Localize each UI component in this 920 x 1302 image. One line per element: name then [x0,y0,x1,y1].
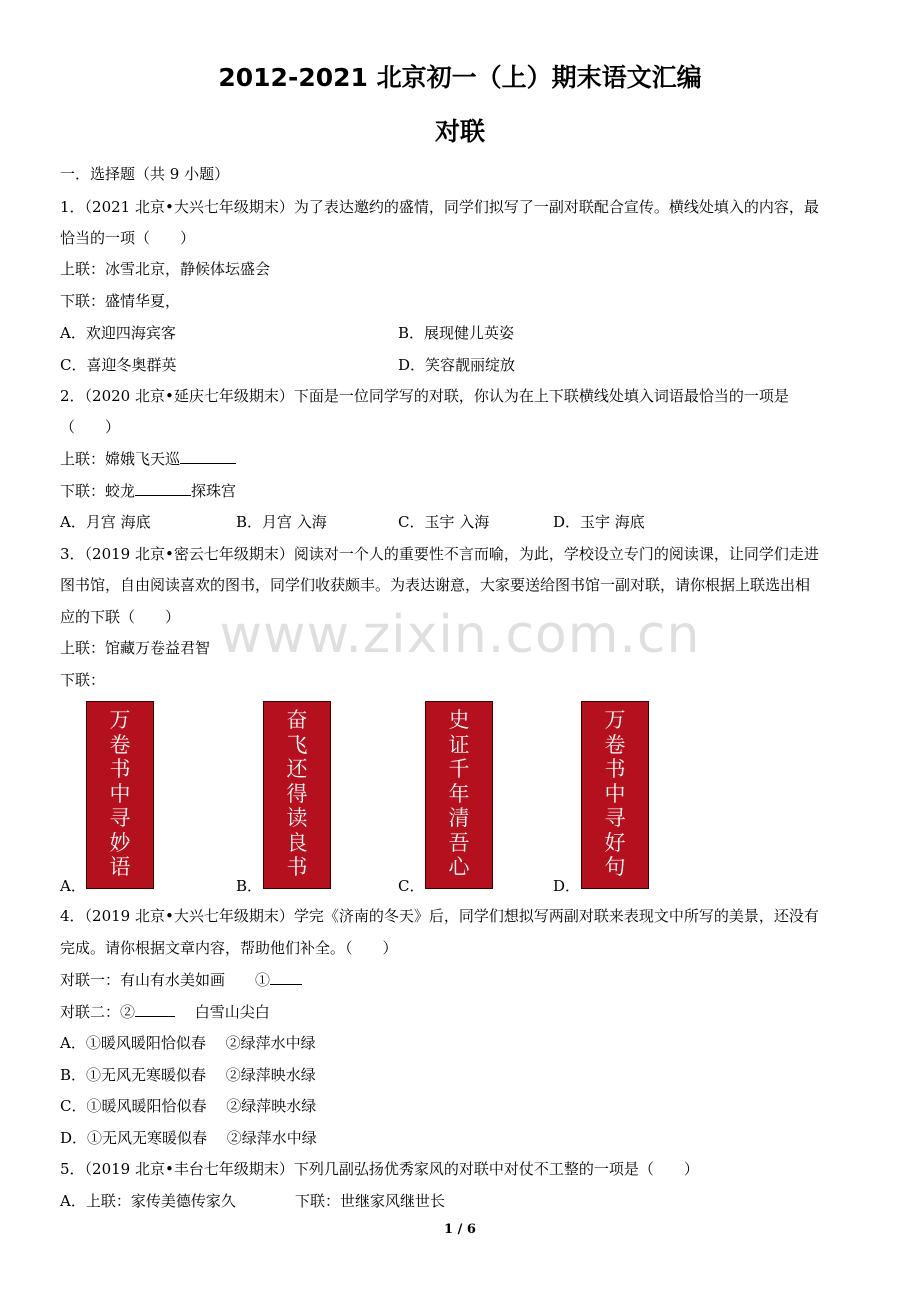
scroll-char: 清 [448,806,470,830]
scroll-char: 万 [604,708,626,732]
question-2-lower [60,481,872,501]
question-1-option-a: A．欢迎四海宾客 [60,324,176,342]
question-3-text: 3．（2019 北京•密云七年级期末）阅读对一个人的重要性不言而喻，为此，学校设立专门的阅读课，让同学们走进 [60,545,819,563]
scroll-char: 语 [109,855,131,879]
question-4-couplet-2-text-a: 对联二：② [60,1003,136,1021]
fill-blank [135,1002,175,1017]
couplet-scroll-c [425,701,493,889]
scroll-char: 心 [448,855,470,879]
scroll-char: 卷 [604,732,626,757]
scroll-char: 中 [109,781,131,806]
question-1-text-cont: 恰当的一项（ ） [60,229,196,247]
couplet-scroll-a [86,701,154,889]
scroll-char: 飞 [286,732,308,757]
question-1-upper: 上联：冰雪北京，静候体坛盛会 [60,260,271,278]
page-number: 1 / 6 [444,1222,476,1237]
fill-blank [135,481,191,496]
question-2-option-c: C．玉宇 入海 [398,513,490,531]
question-4-couplet-1-text: 对联一：有山有水美如画 ① [60,971,271,989]
scroll-char: 句 [604,855,626,879]
couplet-scroll-b [263,701,331,889]
question-3-option-d-label: D． [553,877,581,895]
scroll-char: 得 [286,781,308,806]
question-2-lower-text-b: 探珠宫 [191,482,237,500]
question-5-text: 5．（2019 北京•丰台七年级期末）下列几副弘扬优秀家风的对联中对仗不工整的一项是（ ） [60,1160,699,1178]
scroll-char: 证 [448,732,470,757]
scroll-char: 中 [604,781,626,806]
question-3-upper: 上联：馆藏万卷益君智 [60,639,211,657]
question-1-option-d: D．笑容靓丽绽放 [398,356,516,374]
scroll-char: 卷 [109,732,131,757]
section-heading: 一．选择题（共 9 小题） [60,165,230,183]
question-5-option-a-lower: 下联：世继家风继世长 [295,1192,446,1210]
scroll-char: 妙 [109,830,131,855]
scroll-char: 寻 [109,806,131,830]
question-2-upper [60,449,872,469]
watermark: www.zixin.com.cn [219,605,701,665]
question-4-option-b: B．①无风无寒暖似春 ②绿萍映水绿 [60,1066,316,1084]
scroll-char: 好 [604,830,626,855]
question-3-option-a-label: A． [60,877,86,895]
couplet-scroll-d [581,701,649,889]
question-2-option-d: D．玉宇 海底 [553,513,645,531]
fill-blank [270,970,302,985]
question-4-text: 4．（2019 北京•大兴七年级期末）学完《济南的冬天》后，同学们想拟写两副对联来表现文中所写的美景，还没有 [60,907,819,925]
question-1-text: 1．（2021 北京•大兴七年级期末）为了表达邀约的盛情，同学们拟写了一副对联配合宣传。横线处填入的内容，最 [60,198,819,216]
scroll-char: 史 [448,708,470,732]
question-4-option-a: A．①暖风暖阳恰似春 ②绿萍水中绿 [60,1034,316,1052]
scroll-char: 千 [448,757,470,781]
question-2-option-b: B．月宫 入海 [236,513,327,531]
scroll-char: 奋 [286,708,308,732]
question-2-upper-text: 上联：嫦娥飞天巡 [60,450,181,468]
question-3-lower: 下联： [60,671,106,689]
question-1-option-c: C．喜迎冬奥群英 [60,356,177,374]
scroll-char: 寻 [604,806,626,830]
question-3-option-b-label: B． [236,877,263,895]
scroll-char: 书 [604,757,626,781]
scroll-char: 书 [109,757,131,781]
question-2-text: 2．（2020 北京•延庆七年级期末）下面是一位同学写的对联，你认为在上下联横线处填入词语最恰当的一项是 [60,387,789,405]
question-1-lower: 下联：盛情华夏， [60,292,181,310]
question-4-couplet-2-text-b: 白雪山尖白 [175,1003,270,1021]
scroll-char: 吾 [448,830,470,855]
question-4-couplet-2 [60,1002,872,1022]
scroll-char: 还 [286,757,308,781]
scroll-char: 年 [448,781,470,806]
question-3-text-cont2: 应的下联（ ） [60,608,181,626]
question-4-option-c: C．①暖风暖阳恰似春 ②绿萍映水绿 [60,1097,317,1115]
question-3-text-cont: 图书馆，自由阅读喜欢的图书，同学们收获颇丰。为表达谢意，大家要送给图书馆一副对联，请你根据上联选出相 [60,576,811,594]
question-2-text-cont: （ ） [60,418,121,436]
page-title: 2012-2021 北京初一（上）期末语文汇编 [218,63,702,92]
scroll-char: 读 [286,806,308,830]
question-4-couplet-1 [60,970,872,990]
question-5-option-a: A．上联：家传美德传家久 [60,1192,236,1210]
question-4-text-cont: 完成。请你根据文章内容，帮助他们补全。（ ） [60,939,398,957]
fill-blank [180,449,236,464]
page-subtitle: 对联 [434,117,485,146]
scroll-char: 书 [286,855,308,879]
scroll-char: 良 [286,830,308,855]
question-2-option-a: A．月宫 海底 [60,513,151,531]
question-2-lower-text-a: 下联：蛟龙 [60,482,136,500]
question-1-option-b: B．展现健儿英姿 [398,324,515,342]
scroll-char: 万 [109,708,131,732]
question-4-option-d: D．①无风无寒暖似春 ②绿萍水中绿 [60,1129,317,1147]
question-3-option-c-label: C． [398,877,425,895]
